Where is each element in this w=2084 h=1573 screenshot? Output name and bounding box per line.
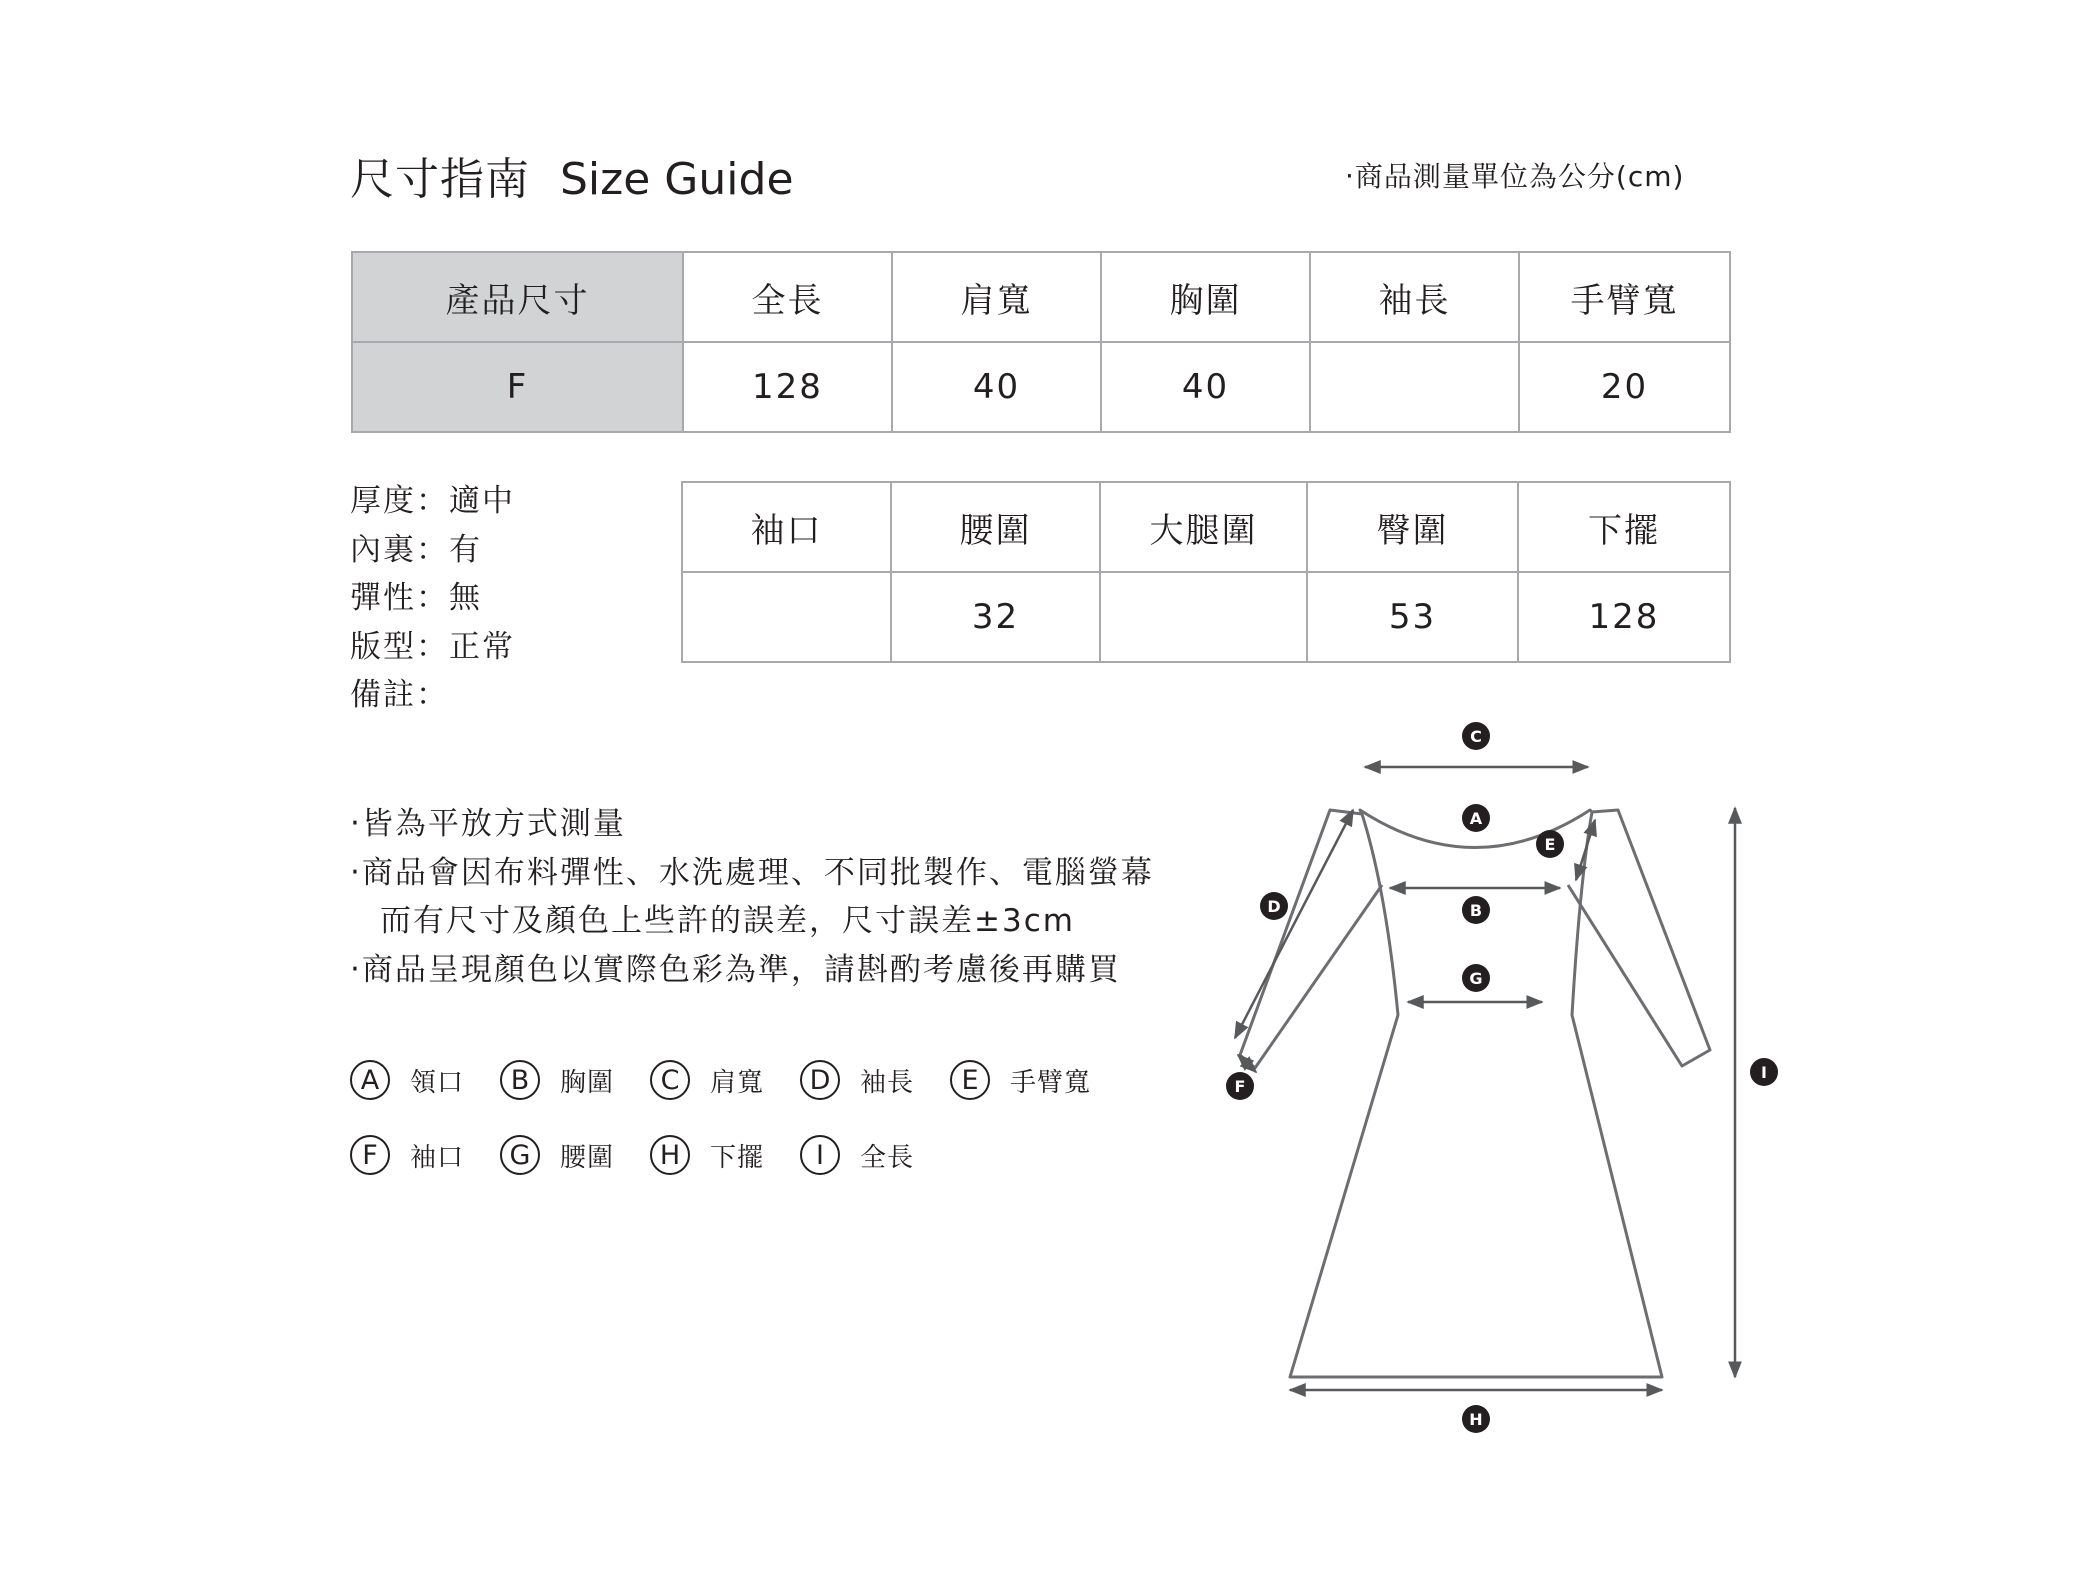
table-header-row	[352, 252, 1730, 342]
table-row	[352, 342, 1730, 432]
title-en: Size Guide	[560, 154, 794, 205]
legend-label: 袖口	[410, 1142, 465, 1173]
size-label-cell: F	[352, 342, 683, 432]
legend-label: 胸圍	[560, 1067, 615, 1098]
svg-text:G: G	[1469, 969, 1483, 988]
header-cell-size: 產品尺寸	[352, 252, 683, 342]
property-lining: 內裏：有	[350, 531, 482, 568]
dress-body-shape	[1290, 810, 1662, 1377]
page-title	[350, 143, 794, 207]
right-sleeve-shape	[1568, 810, 1710, 1066]
svg-text:F: F	[1234, 1077, 1246, 1096]
header-cell: 袖口	[682, 482, 891, 572]
header-cell: 下擺	[1518, 482, 1730, 572]
header-cell: 胸圍	[1101, 252, 1310, 342]
legend-letter-f: F	[350, 1135, 390, 1175]
arrow-f-cuff	[1238, 1055, 1256, 1072]
size-table-secondary	[681, 481, 1731, 663]
title-zh: 尺寸指南	[350, 154, 530, 205]
table-cell	[682, 572, 891, 662]
property-thickness: 厚度：適中	[350, 483, 515, 519]
note-line: ‧商品會因布料彈性、水洗處理、不同批製作、電腦螢幕	[350, 854, 1154, 891]
legend-row	[350, 1135, 950, 1175]
legend-letter-c: C	[650, 1060, 690, 1100]
header-cell: 全長	[683, 252, 892, 342]
legend-label: 領口	[410, 1067, 465, 1098]
marker-f-icon	[1226, 1072, 1254, 1100]
property-elasticity: 彈性：無	[350, 580, 482, 616]
legend-letter-h: H	[650, 1135, 690, 1175]
note-line: 而有尺寸及顏色上些許的誤差，尺寸誤差±3cm	[380, 903, 1075, 939]
legend-label: 肩寬	[710, 1067, 765, 1098]
dress-outline	[1240, 810, 1710, 1377]
marker-a-icon	[1462, 804, 1490, 832]
legend-row	[350, 1060, 1100, 1100]
dress-diagram	[1210, 710, 1810, 1450]
marker-e-icon	[1536, 830, 1564, 858]
table-header-row	[682, 482, 1730, 572]
legend-item	[650, 1060, 800, 1100]
legend-item	[500, 1135, 650, 1175]
legend-letter-e: E	[950, 1060, 990, 1100]
legend-letter-i: I	[800, 1135, 840, 1175]
table-cell: 128	[683, 342, 892, 432]
property-fit: 版型：正常	[350, 628, 515, 665]
note-line: ‧商品呈現顏色以實際色彩為準，請斟酌考慮後再購買	[350, 951, 1121, 988]
table-cell: 40	[892, 342, 1101, 432]
table-cell: 40	[1101, 342, 1310, 432]
svg-text:C: C	[1470, 727, 1482, 746]
svg-text:E: E	[1544, 835, 1556, 854]
legend-letter-b: B	[500, 1060, 540, 1100]
measurement-notes	[350, 800, 1154, 994]
marker-g-icon	[1462, 964, 1490, 992]
table-cell: 53	[1307, 572, 1518, 662]
marker-h-icon	[1462, 1405, 1490, 1433]
left-sleeve-shape	[1240, 810, 1382, 1068]
table-row	[682, 572, 1730, 662]
header-cell: 大腿圍	[1100, 482, 1307, 572]
table-cell	[1100, 572, 1307, 662]
legend-label: 袖長	[860, 1067, 915, 1098]
fabric-properties	[350, 477, 515, 720]
legend-letter-a: A	[350, 1060, 390, 1100]
legend-label: 全長	[860, 1142, 915, 1173]
table-cell: 32	[891, 572, 1100, 662]
legend-letter-g: G	[500, 1135, 540, 1175]
table-cell: 20	[1519, 342, 1730, 432]
marker-d-icon	[1260, 892, 1288, 920]
svg-text:A: A	[1469, 809, 1483, 828]
property-remarks: 備註：	[350, 677, 449, 713]
legend-item	[350, 1060, 500, 1100]
legend-item	[950, 1060, 1100, 1100]
table-cell	[1310, 342, 1519, 432]
legend-item	[800, 1135, 950, 1175]
marker-c-icon	[1462, 722, 1490, 750]
header-cell: 袖長	[1310, 252, 1519, 342]
legend-item	[500, 1060, 650, 1100]
legend-label: 腰圍	[560, 1142, 615, 1173]
legend-item	[350, 1135, 500, 1175]
header-cell: 手臂寬	[1519, 252, 1730, 342]
marker-b-icon	[1462, 896, 1490, 924]
svg-text:I: I	[1761, 1063, 1767, 1082]
header-cell: 肩寬	[892, 252, 1101, 342]
size-table-main	[351, 251, 1731, 433]
legend-item	[800, 1060, 950, 1100]
svg-text:B: B	[1469, 901, 1483, 920]
note-line: ‧皆為平放方式測量	[350, 806, 626, 842]
svg-text:H: H	[1469, 1410, 1483, 1429]
legend-letter-d: D	[800, 1060, 840, 1100]
marker-i-icon	[1750, 1058, 1778, 1086]
svg-text:D: D	[1267, 897, 1281, 916]
header-cell: 臀圍	[1307, 482, 1518, 572]
unit-note: ‧商品測量單位為公分(cm)	[1345, 160, 1685, 193]
arrow-d-sleeve	[1235, 810, 1353, 1038]
legend-item	[650, 1135, 800, 1175]
diagram-markers	[1226, 722, 1778, 1433]
legend-label: 手臂寬	[1010, 1067, 1092, 1098]
table-cell: 128	[1518, 572, 1730, 662]
legend-label: 下擺	[710, 1142, 765, 1173]
header-cell: 腰圍	[891, 482, 1100, 572]
arrow-e-arm	[1576, 820, 1595, 880]
